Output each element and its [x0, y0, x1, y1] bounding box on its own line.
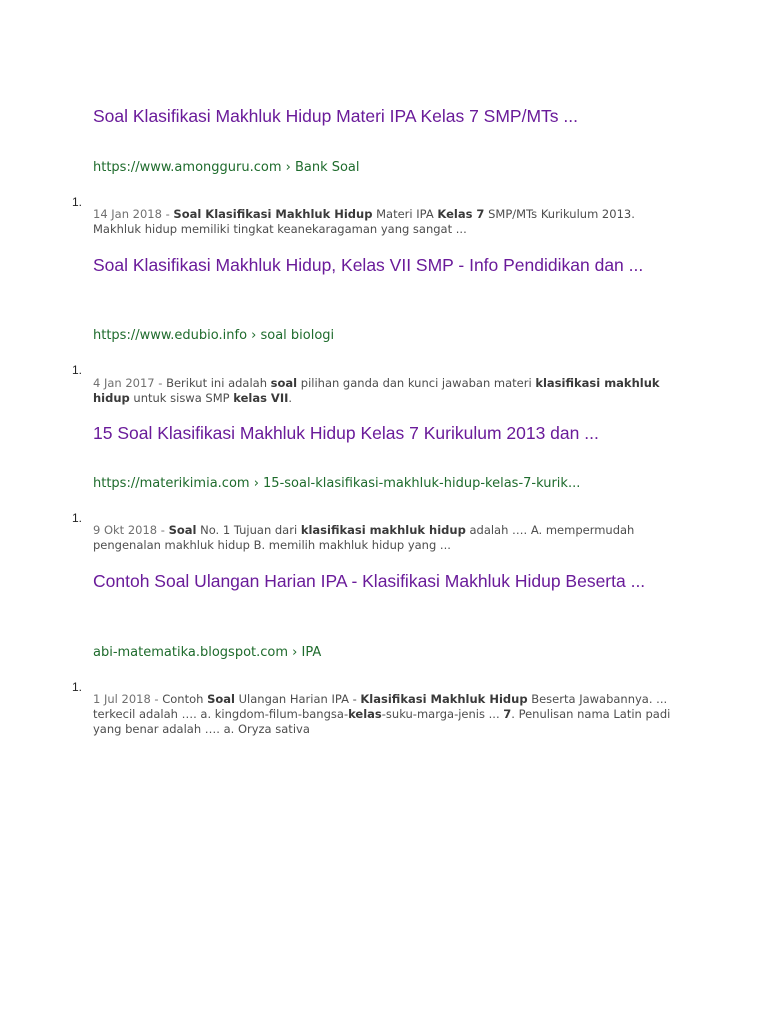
result-snippet [93, 523, 673, 553]
snippet-text: adalah …. A. mempermudah pengenalan makhluk hidup B. memilih makhluk hidup yang ... [93, 523, 635, 552]
result-snippet [93, 207, 673, 237]
snippet-text: . [288, 391, 293, 405]
snippet-date: 1 Jul 2018 - [93, 692, 163, 706]
snippet-text: Beserta Jawabannya. ... terkecil adalah …. a. kingdom-filum-bangsa- [93, 692, 668, 721]
snippet-date: 9 Okt 2018 - [93, 523, 169, 537]
result-title-link[interactable]: 15 Soal Klasifikasi Makhluk Hidup Kelas 7 Kurikulum 2013 dan ... [93, 423, 599, 443]
snippet-highlight: Soal [207, 692, 235, 706]
result-title-link[interactable]: Soal Klasifikasi Makhluk Hidup, Kelas VII SMP - Info Pendidikan dan ... [93, 255, 644, 275]
snippet-date: 14 Jan 2018 - [93, 207, 174, 221]
result-url[interactable]: https://materikimia.com › 15-soal-klasifikasi-makhluk-hidup-kelas-7-kurik... [93, 476, 581, 491]
result-snippet [93, 376, 673, 406]
result-url[interactable]: abi-matematika.blogspot.com › IPA [93, 645, 322, 660]
snippet-highlight: 7 [503, 707, 512, 721]
snippet-highlight: Soal [168, 523, 197, 537]
snippet-text: . Penulisan nama Latin padi yang benar adalah …. a. Oryza sativa [93, 707, 671, 736]
list-number: 1. [72, 511, 83, 525]
snippet-text: Berikut ini adalah [166, 376, 271, 390]
snippet-text: untuk siswa SMP [129, 391, 234, 405]
list-number: 1. [72, 363, 83, 377]
snippet-highlight: kelas [348, 707, 382, 721]
snippet-text: SMP/MTs Kurikulum 2013. Makhluk hidup memiliki tingkat keanekaragaman yang sangat ... [93, 207, 635, 236]
snippet-highlight: kelas VII [233, 391, 289, 405]
snippet-highlight: Soal Klasifikasi Makhluk Hidup [173, 207, 373, 221]
snippet-text: Materi IPA [372, 207, 438, 221]
snippet-text: Contoh [162, 692, 208, 706]
snippet-text: No. 1 Tujuan dari [196, 523, 301, 537]
snippet-text: Ulangan Harian IPA - [234, 692, 361, 706]
snippet-date: 4 Jan 2017 - [93, 376, 167, 390]
result-title-link[interactable]: Contoh Soal Ulangan Harian IPA - Klasifikasi Makhluk Hidup Beserta ... [93, 571, 646, 591]
snippet-text: -suku-marga-jenis ... [381, 707, 504, 721]
snippet-highlight: Kelas 7 [437, 207, 485, 221]
list-number: 1. [72, 195, 83, 209]
result-url[interactable]: https://www.amongguru.com › Bank Soal [93, 160, 360, 175]
snippet-highlight: soal [270, 376, 298, 390]
snippet-highlight: klasifikasi makhluk hidup [300, 523, 466, 537]
list-number: 1. [72, 680, 83, 694]
result-title-link[interactable]: Soal Klasifikasi Makhluk Hidup Materi IPA Kelas 7 SMP/MTs ... [93, 106, 578, 126]
result-snippet [93, 692, 673, 737]
result-url[interactable]: https://www.edubio.info › soal biologi [93, 328, 335, 343]
snippet-highlight: Klasifikasi Makhluk Hidup [360, 692, 528, 706]
snippet-highlight: klasifikasi makhluk hidup [93, 376, 660, 405]
snippet-text: pilihan ganda dan kunci jawaban materi [297, 376, 536, 390]
